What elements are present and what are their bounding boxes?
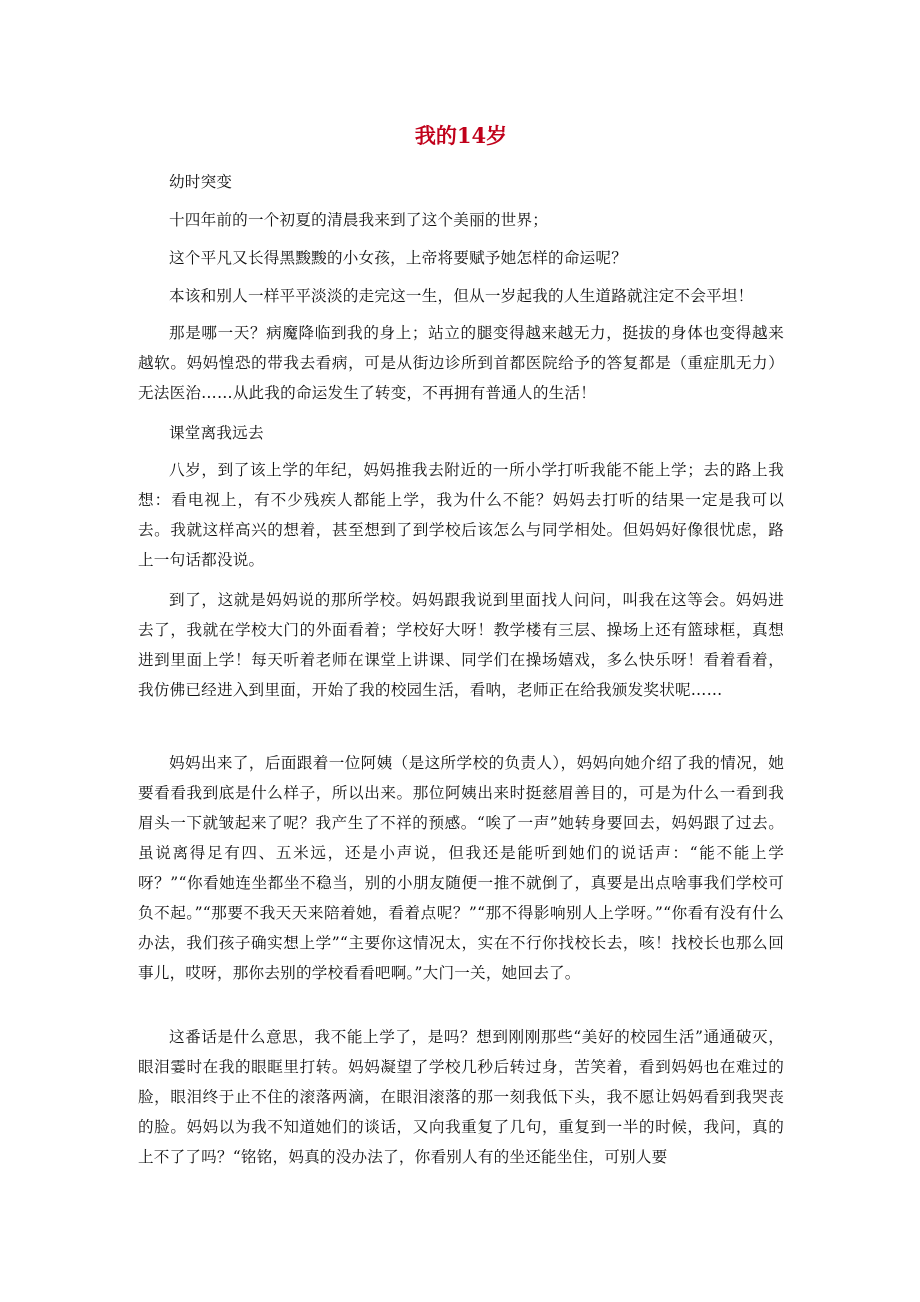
- paragraph: 这番话是什么意思，我不能上学了，是吗？想到刚刚那些“美好的校园生活”通通破灭，眼泪霎时在我的眼眶里打转。妈妈凝望了学校几秒后转过身，苦笑着，看到妈妈也在难过的脸，眼泪终于止不住的滚落两滴，在眼泪滚落的那一刻我低下头，我不愿让妈妈看到我哭丧的脸。妈妈以为我不知道她们的谈话，又向我重复了几句，重复到一半的时候，我问，真的上不了了吗？“铭铭，妈真的没办法了，你看别人有的坐还能坐住，可别人要: [138, 1028, 784, 1166]
- paragraph: 那是哪一天？病魔降临到我的身上；站立的腿变得越来越无力，挺拔的身体也变得越来越软。妈妈惶恐的带我去看病，可是从街边诊所到首都医院给予的答复都是（重症肌无力）无法医治……从此我的命运发生了转变，不再拥有普通人的生活！: [138, 324, 784, 402]
- paragraph: 本该和别人一样平平淡淡的走完这一生，但从一岁起我的人生道路就注定不会平坦！: [169, 287, 754, 305]
- paragraph: 妈妈出来了，后面跟着一位阿姨（是这所学校的负责人），妈妈向她介绍了我的情况，她要看看我到底是什么样子，所以出来。那位阿姨出来时挺慈眉善目的，可是为什么一看到我眉头一下就皱起来了呢？我产生了不祥的预感。“唉了一声”她转身要回去，妈妈跟了过去。虽说离得足有四、五米远，还是小声说，但我还是能听到她们的说话声：“能不能上学呀？”“你看她连坐都坐不稳当，别的小朋友随便一推不就倒了，真要是出点啥事我们学校可负不起。”“那要不我天天来陪着她，看着点呢？”“那不得影响别人上学呀。”“你看有没有什么办法，我们孩子确实想上学”“主要你这情况太，实在不行你找校长去，咳！找校长也那么回事儿，哎呀，那你去别的学校看看吧啊。”大门一关，她回去了。: [138, 754, 784, 982]
- paragraph: 八岁，到了该上学的年纪，妈妈推我去附近的一所小学打听我能不能上学；去的路上我想：看电视上，有不少残疾人都能上学，我为什么不能？妈妈去打听的结果一定是我可以去。我就这样高兴的想着，甚至想到了到学校后该怎么与同学相处。但妈妈好像很忧虑，路上一句话都没说。: [138, 461, 784, 569]
- paragraph: 这个平凡又长得黑黢黢的小女孩，上帝将要赋予她怎样的命运呢？: [169, 249, 628, 267]
- paragraph: 十四年前的一个初夏的清晨我来到了这个美丽的世界；: [169, 211, 549, 229]
- document-title: 我的14岁: [414, 123, 508, 148]
- section-heading: 课堂离我远去: [169, 424, 264, 442]
- paragraph: 到了，这就是妈妈说的那所学校。妈妈跟我说到里面找人问问，叫我在这等会。妈妈进去了，我就在学校大门的外面看着；学校好大呀！教学楼有三层、操场上还有篮球框，真想进到里面上学！每天听着老师在课堂上讲课、同学们在操场嬉戏，多么快乐呀！看着看着，我仿佛已经进入到里面，开始了我的校园生活，看呐，老师正在给我颁发奖状呢……: [138, 591, 784, 699]
- section-heading: 幼时突变: [169, 173, 233, 191]
